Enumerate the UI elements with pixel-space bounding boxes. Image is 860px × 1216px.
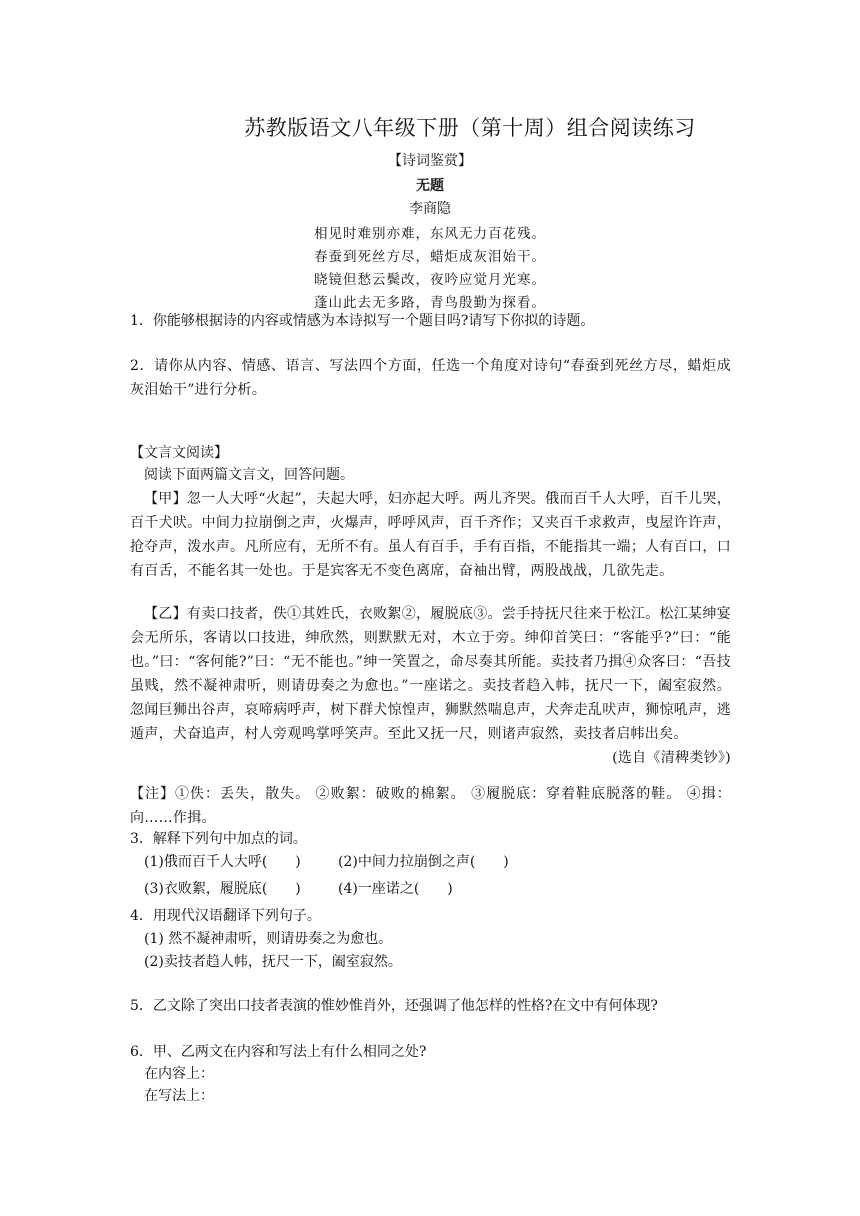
question-4-item-1: (1) 然不凝神肃听，则请毋奏之为愈也。 — [144, 931, 393, 947]
question-2: 2．请你从内容、情感、语言、写法四个方面，任选一个角度对诗句“春蚕到死丝方尽，蜡炬成灰泪始干”进行分析。 — [130, 358, 731, 398]
document-title: 苏教版语文八年级下册（第十周）组合阅读练习 — [244, 116, 696, 140]
question-3: 3．解释下列句中加点的词。 — [130, 831, 307, 847]
poem-line: 蓬山此去无多路，青鸟殷勤为探看。 — [314, 295, 546, 311]
reading-instruction: 阅读下面两篇文言文，回答问题。 — [144, 467, 354, 483]
classical-section-heading: 【文言文阅读】 — [130, 445, 228, 461]
question-6-content-label: 在内容上： — [144, 1066, 214, 1082]
question-6: 6．甲、乙两文在内容和写法上有什么相同之处? — [130, 1044, 427, 1060]
poetry-section-heading: 【诗词鉴赏】 — [388, 153, 472, 169]
poem-line: 春蚕到死丝方尽，蜡炬成灰泪始干。 — [314, 249, 546, 265]
poem-line: 相见时难别亦难，东风无力百花残。 — [314, 226, 546, 242]
passage-yi-text: 【乙】有卖口技者，佚①其姓氏，衣败絮②，履脱底③。尝手持抚尺往来于松江。松江某绅宴会无所乐，客请以口技进，绅欣然，则默默无对，木立于旁。绅仰首笑曰：“客能乎?”曰：“能也。”曰：“客何能?”曰：“无不能也。”绅一笑置之，命尽奏其所能。卖技者乃揖④众客曰：“吾技虽贱，然不凝神肃听，则请毋奏之为愈也。”一座诺之。卖技者趋入帏，抚尺一下，阖室寂然。忽闻巨狮出谷声，哀啼病呼声，树下群犬惊惶声，狮默然喘息声，犬奔走乱吠声，狮惊吼声，逃遁声，犬奋追声，村人旁观鸣掌呼笑声。至此又抚一尺，则诸声寂然，卖技者启帏出矣。 — [130, 606, 731, 742]
question-5: 5．乙文除了突出口技者表演的惟妙惟肖外，还强调了他怎样的性格?在文中有何体现? — [130, 998, 658, 1014]
poem-author: 李商隐 — [409, 201, 451, 217]
annotation-note: 【注】①佚：丢失，散失。 ②败絮：破败的棉絮。 ③履脱底：穿着鞋底脱落的鞋。 ④揖：向……作揖。 — [130, 786, 731, 826]
poem-line: 晓镜但愁云鬓改，夜吟应觉月光寒。 — [314, 272, 546, 288]
question-6-method-label: 在写法上： — [144, 1088, 214, 1104]
question-3-item-4: (4)一座诺之( ) — [338, 881, 453, 897]
passage-jia: 【甲】忽一人大呼“火起”，夫起大呼，妇亦起大呼。两儿齐哭。俄而百千人大呼，百千儿哭，百千犬吠。中间力拉崩倒之声，火爆声，呼呼风声，百千齐作；又夹百千求救声，曳屋许许声，抢夺声，泼水声。凡所应有，无所不有。虽人有百手，手有百指，不能指其一端；人有百口，口有百舌，不能名其一处也。于是宾客无不变色离席，奋袖出臂，两股战战，几欲先走。 — [130, 491, 731, 579]
question-3-item-2: (2)中间力拉崩倒之声( ) — [338, 854, 509, 870]
question-4: 4．用现代汉语翻译下列句子。 — [130, 908, 321, 924]
question-3-item-3: (3)衣败絮，履脱底( ) — [144, 881, 301, 897]
passage-yi — [130, 602, 731, 770]
question-3-item-1: (1)俄而百千人大呼( ) — [144, 854, 301, 870]
question-4-item-2: (2)卖技者趋人帏，抚尺一下，阖室寂然。 — [144, 954, 402, 970]
poem-title: 无题 — [416, 178, 444, 194]
question-1: 1．你能够根据诗的内容或情感为本诗拟写一个题目吗?请写下你拟的诗题。 — [130, 313, 595, 329]
passage-source: (选自《清稗类钞》) — [612, 750, 731, 766]
